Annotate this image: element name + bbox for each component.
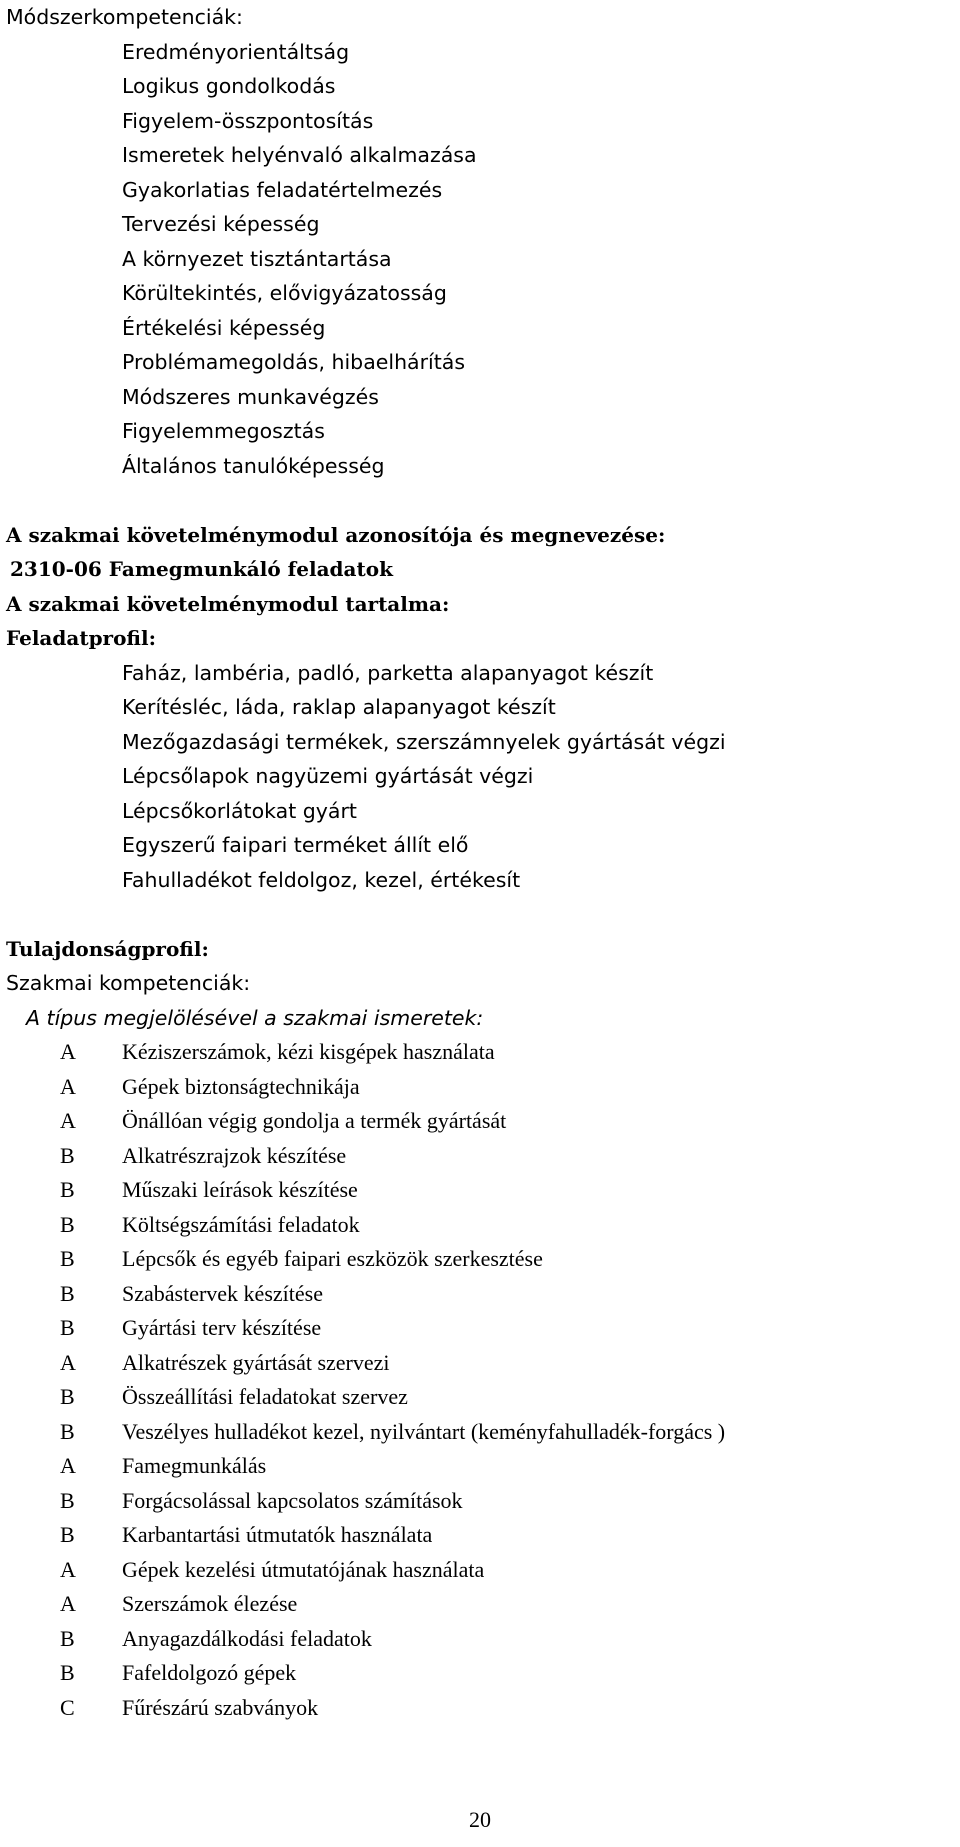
knowledge-text: Szabástervek készítése	[122, 1280, 323, 1306]
spacer	[6, 897, 946, 932]
knowledge-type: A	[60, 1108, 76, 1133]
knowledge-type: B	[60, 1246, 75, 1271]
method-competencies-list	[6, 35, 946, 484]
knowledge-text: Fűrészárú szabványok	[122, 1694, 319, 1720]
knowledge-list	[6, 1035, 946, 1725]
knowledge-text: Veszélyes hulladékot kezel, nyilvántart (keményfahulladék-forgács )	[122, 1418, 726, 1444]
table-row	[6, 1656, 946, 1691]
table-row	[6, 1346, 946, 1381]
document-page	[6, 0, 946, 1725]
knowledge-type: A	[60, 1073, 76, 1099]
module-id-value: 2310-06 Famegmunkáló feladatok	[10, 557, 393, 581]
property-profile-heading: Tulajdonságprofil:	[6, 936, 209, 961]
list-item: Fahulladékot feldolgoz, kezel, értékesít	[122, 867, 521, 892]
knowledge-text: Famegmunkálás	[122, 1453, 267, 1478]
table-row	[6, 1622, 946, 1657]
list-item: Ismeretek helyénvaló alkalmazása	[122, 143, 477, 167]
knowledge-type: B	[60, 1522, 75, 1547]
list-item: Figyelem-összpontosítás	[122, 108, 374, 133]
table-row	[6, 1208, 946, 1243]
list-item: Gyakorlatias feladatértelmezés	[122, 177, 443, 202]
list-item: Kerítésléc, láda, raklap alapanyagot készít	[122, 695, 556, 719]
knowledge-text: Költségszámítási feladatok	[122, 1211, 360, 1237]
module-id-heading: A szakmai követelménymodul azonosítója és megnevezése:	[6, 522, 666, 547]
table-row	[6, 1139, 946, 1174]
list-item: Logikus gondolkodás	[122, 74, 336, 98]
knowledge-type: C	[60, 1694, 75, 1720]
knowledge-text: Karbantartási útmutatók használata	[122, 1522, 433, 1547]
list-item: A környezet tisztántartása	[122, 246, 392, 271]
table-row	[6, 1104, 946, 1139]
list-item: Általános tanulóképesség	[122, 453, 385, 478]
spacer	[6, 483, 946, 518]
list-item: Értékelési képesség	[122, 315, 326, 340]
knowledge-text: Alkatrészrajzok készítése	[122, 1142, 347, 1168]
table-row	[6, 1691, 946, 1726]
knowledge-type: B	[60, 1211, 75, 1237]
knowledge-type: B	[60, 1418, 75, 1444]
knowledge-text: Kéziszerszámok, kézi kisgépek használata	[122, 1039, 495, 1064]
task-profile-heading: Feladatprofil:	[6, 626, 156, 650]
table-row	[6, 1070, 946, 1105]
table-row	[6, 1449, 946, 1484]
knowledge-text: Önállóan végig gondolja a termék gyártását	[122, 1108, 507, 1133]
table-row	[6, 1484, 946, 1519]
table-row	[6, 1311, 946, 1346]
knowledge-type: B	[60, 1487, 75, 1513]
knowledge-type: A	[60, 1453, 76, 1478]
list-item: Eredményorientáltság	[122, 39, 350, 64]
knowledge-type: A	[60, 1039, 76, 1064]
table-row	[6, 1553, 946, 1588]
table-row	[6, 1242, 946, 1277]
knowledge-heading: A típus megjelölésével a szakmai ismeretek:	[26, 1005, 484, 1030]
knowledge-type: A	[60, 1349, 76, 1375]
knowledge-text: Gépek biztonságtechnikája	[122, 1073, 360, 1099]
knowledge-text: Anyagazdálkodási feladatok	[122, 1625, 372, 1651]
knowledge-type: B	[60, 1660, 75, 1685]
knowledge-type: A	[60, 1591, 76, 1616]
knowledge-type: B	[60, 1625, 75, 1651]
knowledge-text: Gépek kezelési útmutatójának használata	[122, 1556, 485, 1582]
list-item: Egyszerű faipari terméket állít elő	[122, 833, 469, 857]
list-item: Figyelemmegosztás	[122, 419, 325, 443]
knowledge-type: B	[60, 1177, 75, 1202]
knowledge-text: Fafeldolgozó gépek	[122, 1660, 297, 1685]
list-item: Tervezési képesség	[122, 212, 320, 236]
knowledge-text: Lépcsők és egyéb faipari eszközök szerkesztése	[122, 1246, 543, 1271]
task-profile-list	[6, 656, 946, 898]
knowledge-text: Szerszámok élezése	[122, 1591, 298, 1616]
list-item: Mezőgazdasági termékek, szerszámnyelek gyártását végzi	[122, 729, 726, 754]
list-item: Körültekintés, elővigyázatosság	[122, 281, 447, 305]
list-item: Lépcsőlapok nagyüzemi gyártását végzi	[122, 764, 534, 788]
table-row	[6, 1173, 946, 1208]
table-row	[6, 1587, 946, 1622]
table-row	[6, 1518, 946, 1553]
knowledge-type: A	[60, 1556, 76, 1582]
table-row	[6, 1035, 946, 1070]
knowledge-text: Forgácsolással kapcsolatos számítások	[122, 1487, 463, 1513]
table-row	[6, 1380, 946, 1415]
knowledge-text: Gyártási terv készítése	[122, 1315, 322, 1340]
list-item: Lépcsőkorlátokat gyárt	[122, 798, 357, 823]
table-row	[6, 1277, 946, 1312]
list-item: Módszeres munkavégzés	[122, 384, 379, 409]
knowledge-text: Összeállítási feladatokat szervez	[122, 1384, 408, 1409]
knowledge-text: Alkatrészek gyártását szervezi	[122, 1349, 390, 1375]
method-competencies-heading: Módszerkompetenciák:	[6, 5, 243, 29]
knowledge-type: B	[60, 1280, 75, 1306]
knowledge-type: B	[60, 1384, 75, 1409]
knowledge-type: B	[60, 1142, 75, 1168]
module-content-heading: A szakmai követelménymodul tartalma:	[6, 591, 450, 616]
knowledge-type: B	[60, 1315, 75, 1340]
knowledge-text: Műszaki leírások készítése	[122, 1177, 358, 1202]
professional-competencies-heading: Szakmai kompetenciák:	[6, 971, 251, 995]
list-item: Faház, lambéria, padló, parketta alapanyagot készít	[122, 660, 654, 685]
list-item: Problémamegoldás, hibaelhárítás	[122, 350, 466, 374]
page-number: 20	[469, 1807, 491, 1832]
table-row	[6, 1415, 946, 1450]
